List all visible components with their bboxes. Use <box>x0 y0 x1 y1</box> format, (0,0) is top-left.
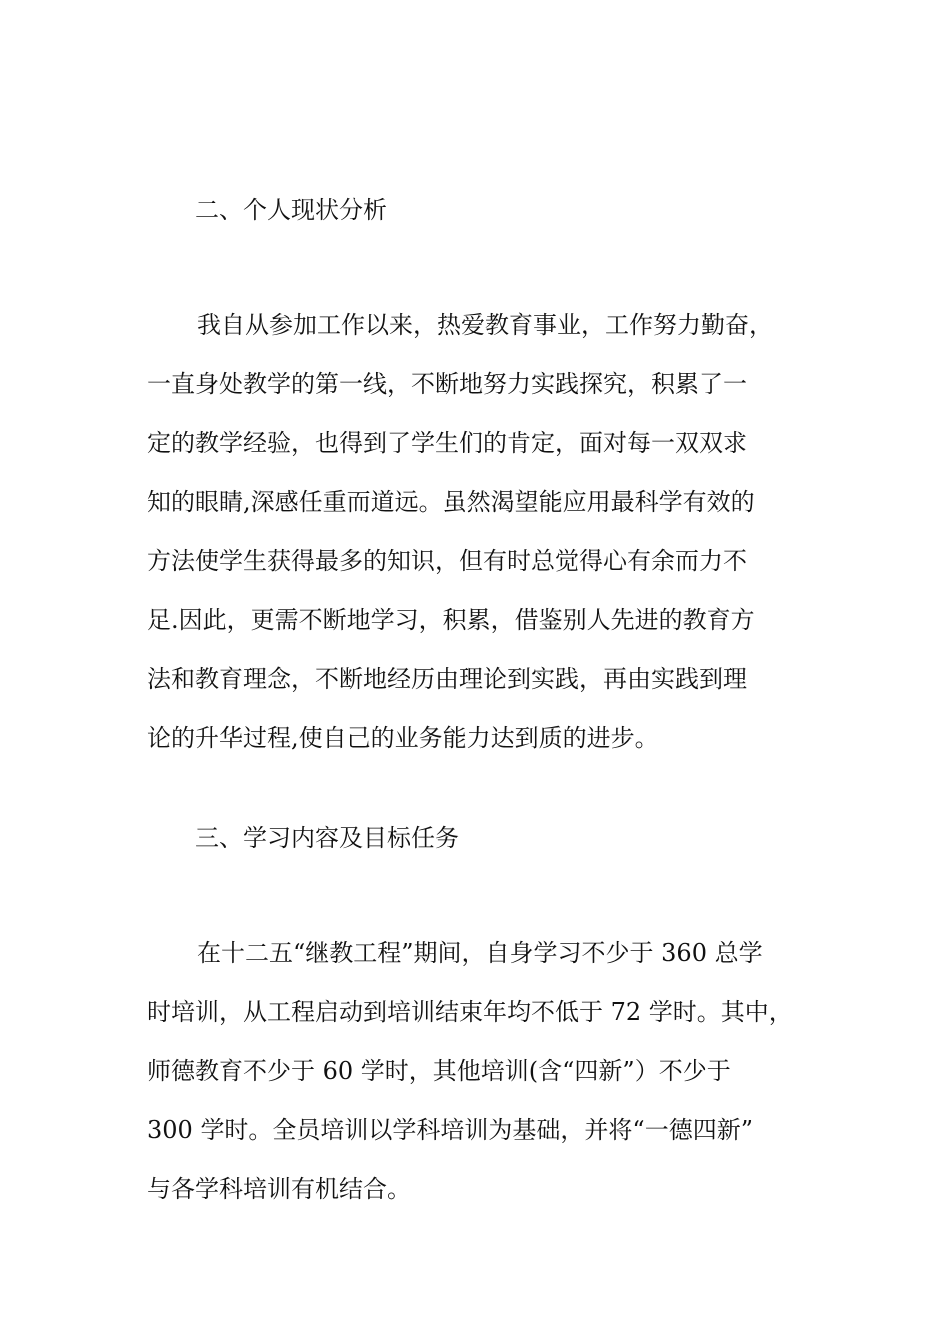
paragraph-line: 时培训，从工程启动到培训结束年均不低于 72 学时。其中， <box>147 998 793 1026</box>
section-heading-personal-status: 二、个人现状分析 <box>195 196 387 224</box>
section-heading-learning-content: 三、学习内容及目标任务 <box>195 824 459 852</box>
paragraph-line: 方法使学生获得最多的知识，但有时总觉得心有余而力不 <box>147 547 747 575</box>
paragraph-line: 定的教学经验，也得到了学生们的肯定，面对每一双双求 <box>147 429 747 457</box>
paragraph-line: 在十二五“继教工程”期间，自身学习不少于 360 总学 <box>197 939 763 967</box>
paragraph-line: 300 学时。全员培训以学科培训为基础，并将“一德四新” <box>147 1116 753 1144</box>
paragraph-line: 法和教育理念，不断地经历由理论到实践，再由实践到理 <box>147 665 747 693</box>
paragraph-line: 我自从参加工作以来，热爱教育事业，工作努力勤奋， <box>197 311 773 339</box>
paragraph-line: 知的眼睛,深感任重而道远。虽然渴望能应用最科学有效的 <box>147 488 755 516</box>
paragraph-line: 与各学科培训有机结合。 <box>147 1175 411 1203</box>
paragraph-line: 一直身处教学的第一线，不断地努力实践探究，积累了一 <box>147 370 747 398</box>
paragraph-line: 师德教育不少于 60 学时，其他培训(含“四新”）不少于 <box>147 1057 731 1085</box>
paragraph-line: 足.因此，更需不断地学习，积累，借鉴别人先进的教育方 <box>147 606 755 634</box>
paragraph-line: 论的升华过程,使自己的业务能力达到质的进步。 <box>147 724 659 752</box>
